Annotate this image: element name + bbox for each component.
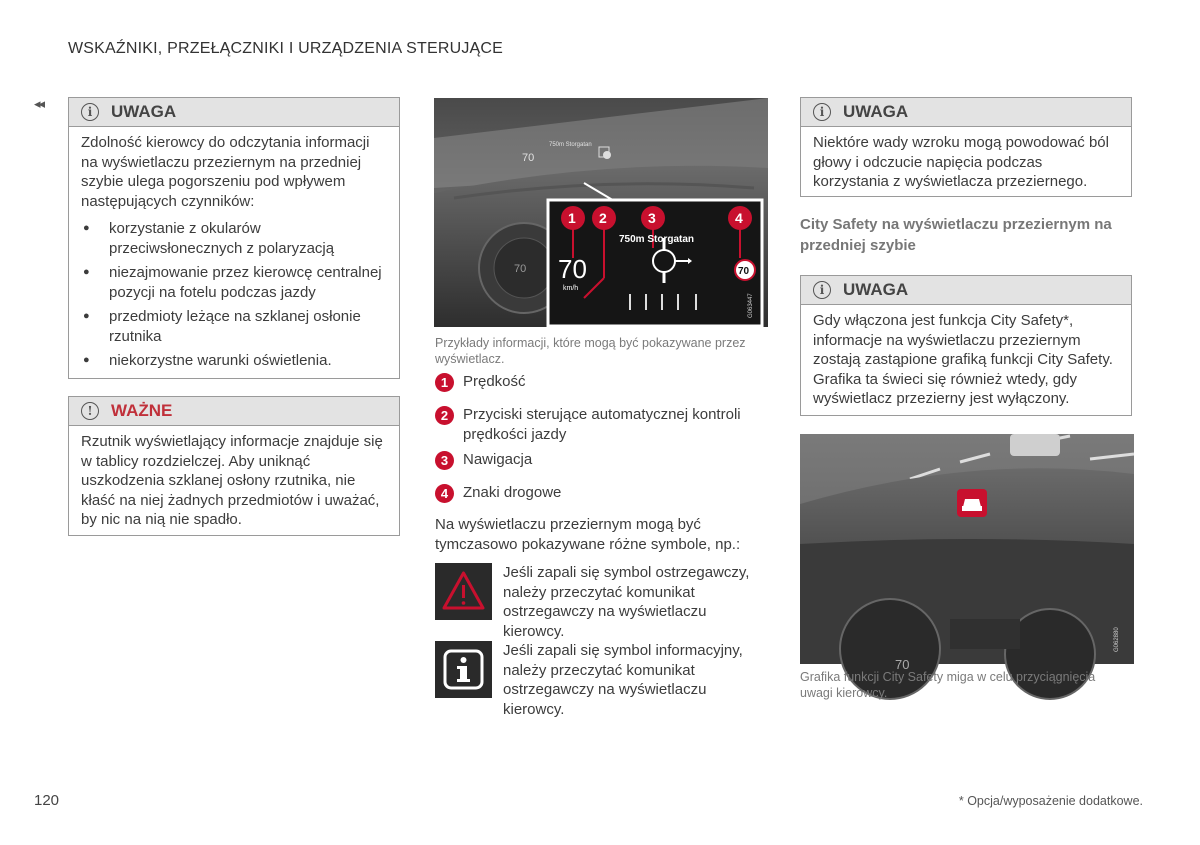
- legend-num: 3: [435, 451, 454, 470]
- legend-text: Nawigacja: [463, 451, 533, 468]
- exclamation-icon: !: [81, 402, 99, 420]
- note-text: Niektóre wady wzroku mogą powodować ból głowy i odczucie napięcia podczas korzystania z wyświetlacza przeziernego.: [813, 134, 1109, 190]
- note-box-header: [69, 98, 399, 127]
- image-code: G063447: [748, 293, 754, 318]
- bg-speed: 70: [522, 152, 535, 164]
- important-text: Rzutnik wyświetlający informacje znajduje się w tablicy rozdzielczej. Aby uniknąć uszkodzenia szklanej osłony rzutnika, nie kłaść na niej żadnych przedmiotów i uważać, by nic na nią nie spadło.: [81, 433, 383, 528]
- callout-1: 1: [568, 210, 576, 226]
- hud-speed: 70: [558, 254, 587, 284]
- bg-nav-text: 750m Storgatan: [549, 142, 592, 148]
- legend-item-cruise: [435, 405, 765, 444]
- note-box-header: [801, 276, 1131, 305]
- page-header: WSKAŹNIKI, PRZEŁĄCZNIKI I URZĄDZENIA STERUJĄCE: [68, 40, 504, 57]
- hud-nav-text: 750m Storgatan: [619, 234, 695, 245]
- legend-num: 4: [435, 484, 454, 503]
- page-number: 120: [34, 792, 60, 809]
- city-safety-illustration: [800, 434, 1134, 672]
- legend-item-nav: [435, 450, 765, 470]
- back-arrows-icon[interactable]: ◂◂: [34, 96, 44, 111]
- important-body: [69, 426, 399, 538]
- list-item: ● niekorzystne warunki oświetlenia.: [81, 351, 387, 371]
- callout-3: 3: [648, 210, 656, 226]
- list-item: ● korzystanie z okularów przeciwsłonecznych z polaryzacją: [81, 219, 387, 258]
- note-box-visibility: [68, 97, 400, 379]
- section-heading: City Safety na wyświetlaczu przeziernym na przedniej szybie: [800, 216, 1112, 254]
- note-box-header: [801, 98, 1131, 127]
- info-symbol-text: Jeśli zapali się symbol informacyjny, należy przeczytać komunikat ostrzegawczy na wyświetlaczu kierowcy.: [503, 642, 743, 718]
- important-box: [68, 396, 400, 536]
- legend-text: Znaki drogowe: [463, 484, 562, 501]
- factor-list: [81, 219, 387, 371]
- legend-num: 2: [435, 406, 454, 425]
- note-box-vision: [800, 97, 1132, 197]
- symbols-intro: Na wyświetlaczu przeziernym mogą być tymczasowo pokazywane różne symbole, np.:: [435, 516, 741, 553]
- info-icon: i: [813, 281, 831, 299]
- list-item: ● przedmioty leżące na szklanej osłonie rzutnika: [81, 307, 387, 346]
- legend-item-speed: [435, 372, 765, 392]
- hud-illustration: [434, 98, 768, 327]
- note-body: [801, 127, 1131, 200]
- hud-illustration-svg: [434, 98, 768, 327]
- info-symbol-icon: [435, 641, 492, 698]
- note-title: UWAGA: [843, 102, 909, 121]
- legend-text: Przyciski sterujące automatycznej kontroli prędkości jazdy: [463, 406, 741, 443]
- city-safety-svg: [800, 434, 1134, 672]
- note-body: [801, 305, 1131, 417]
- gauge-speed: 70: [895, 657, 910, 672]
- image-code: G062880: [1114, 627, 1120, 652]
- warning-triangle-icon: [435, 563, 492, 620]
- note-intro: Zdolność kierowcy do odczytania informacji na wyświetlaczu przeziernym na przedniej szybie ulega pogorszeniu pod wpływem następujących czynników:: [81, 134, 370, 210]
- legend-num: 1: [435, 373, 454, 392]
- hud-caption: Przykłady informacji, które mogą być pokazywane przez wyświetlacz.: [435, 336, 746, 366]
- legend-text: Prędkość: [463, 373, 526, 390]
- hud-speed-sign: 70: [738, 266, 750, 277]
- note-box-city-safety: [800, 275, 1132, 416]
- note-title: UWAGA: [843, 280, 909, 299]
- hud-speed-unit: km/h: [563, 285, 579, 292]
- info-icon: i: [813, 103, 831, 121]
- legend-item-signs: [435, 483, 765, 503]
- important-box-header: [69, 397, 399, 426]
- callout-4: 4: [735, 210, 743, 226]
- note-text: Gdy włączona jest funkcja City Safety*, informacje na wyświetlaczu przeziernym zostają zastąpione grafiką funkcji City Safety. Grafika ta świeci się również wtedy, gdy wyświetlacz przezierny jest wyłączony.: [813, 312, 1113, 407]
- important-title: WAŻNE: [111, 401, 173, 420]
- note-body: [69, 127, 399, 384]
- callout-2: 2: [599, 210, 607, 226]
- info-icon: i: [81, 103, 99, 121]
- bg-gauge-speed: 70: [514, 263, 527, 275]
- warning-symbol-text: Jeśli zapali się symbol ostrzegawczy, należy przeczytać komunikat ostrzegawczy na wyświetlaczu kierowcy.: [503, 564, 750, 640]
- city-safety-caption: Grafika funkcji City Safety miga w celu przyciągnięcia uwagi kierowcy.: [800, 670, 1096, 700]
- footnote: * Opcja/wyposażenie dodatkowe.: [958, 794, 1143, 808]
- note-title: UWAGA: [111, 102, 177, 121]
- list-item: ● niezajmowanie przez kierowcę centralnej pozycji na fotelu podczas jazdy: [81, 263, 387, 302]
